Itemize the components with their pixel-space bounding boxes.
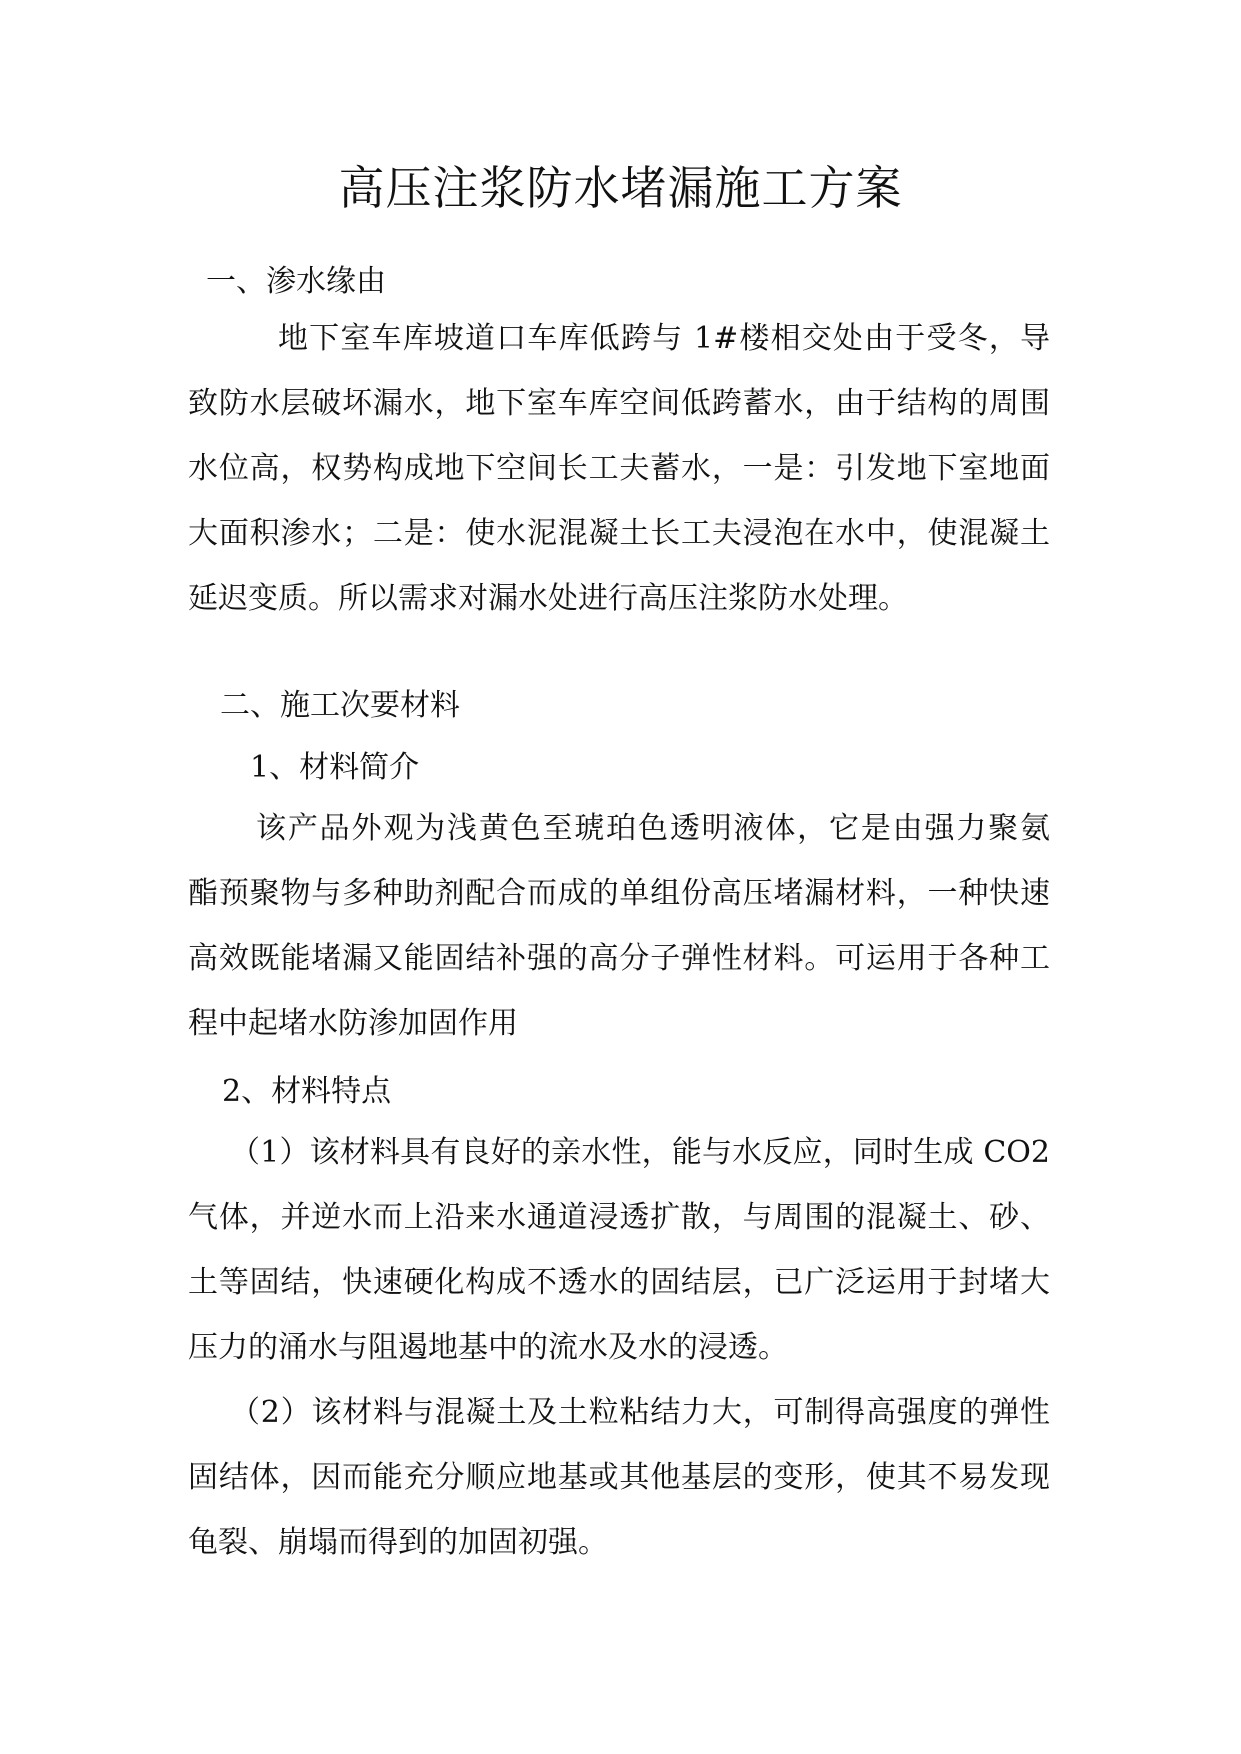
paragraph-line: 压力的涌水与阻遏地基中的流水及水的浸透。 bbox=[188, 1330, 788, 1365]
document-title: 高压注浆防水堵漏施工方案 bbox=[338, 161, 903, 215]
paragraph-line: （1）该材料具有良好的亲水性，能与水反应，同时生成 CO2 bbox=[230, 1135, 1050, 1170]
paragraph-line: 固结体，因而能充分顺应地基或其他基层的变形，使其不易发现 bbox=[188, 1460, 1050, 1495]
paragraph-line: 程中起堵水防渗加固作用 bbox=[188, 1006, 518, 1041]
paragraph-feature-2 bbox=[188, 1380, 1050, 1575]
paragraph-line: 大面积渗水；二是：使水泥混凝土长工夫浸泡在水中，使混凝土 bbox=[188, 516, 1050, 551]
paragraph-line: （2）该材料与混凝土及土粒粘结力大，可制得高强度的弹性 bbox=[230, 1395, 1050, 1430]
paragraph-seepage-cause bbox=[188, 306, 1050, 631]
paragraph-line: 酯预聚物与多种助剂配合而成的单组份高压堵漏材料，一种快速 bbox=[188, 876, 1050, 911]
paragraph-feature-1 bbox=[188, 1120, 1050, 1380]
paragraph-line: 土等固结，快速硬化构成不透水的固结层，已广泛运用于封堵大 bbox=[188, 1265, 1050, 1300]
paragraph-line: 致防水层破坏漏水，地下室车库空间低跨蓄水，由于结构的周围 bbox=[188, 386, 1050, 421]
paragraph-line: 气体，并逆水而上沿来水通道浸透扩散，与周围的混凝土、砂、 bbox=[188, 1200, 1050, 1235]
section-heading-materials: 二、施工次要材料 bbox=[220, 688, 460, 723]
paragraph-line: 高效既能堵漏又能固结补强的高分子弹性材料。可运用于各种工 bbox=[188, 941, 1050, 976]
subheading-material-intro: 1、材料简介 bbox=[250, 750, 420, 785]
paragraph-line: 延迟变质。所以需求对漏水处进行高压注浆防水处理。 bbox=[188, 581, 908, 616]
paragraph-line: 龟裂、崩塌而得到的加固初强。 bbox=[188, 1525, 608, 1560]
paragraph-material-intro bbox=[188, 796, 1050, 1056]
paragraph-line: 水位高，权势构成地下空间长工夫蓄水，一是：引发地下室地面 bbox=[188, 451, 1050, 486]
section-heading-seepage-cause: 一、渗水缘由 bbox=[206, 264, 386, 299]
paragraph-line: 该产品外观为浅黄色至琥珀色透明液体，它是由强力聚氨 bbox=[256, 811, 1050, 846]
subheading-material-features: 2、材料特点 bbox=[222, 1074, 392, 1109]
paragraph-line: 地下室车库坡道口车库低跨与 1#楼相交处由于受冬，导 bbox=[278, 321, 1050, 356]
